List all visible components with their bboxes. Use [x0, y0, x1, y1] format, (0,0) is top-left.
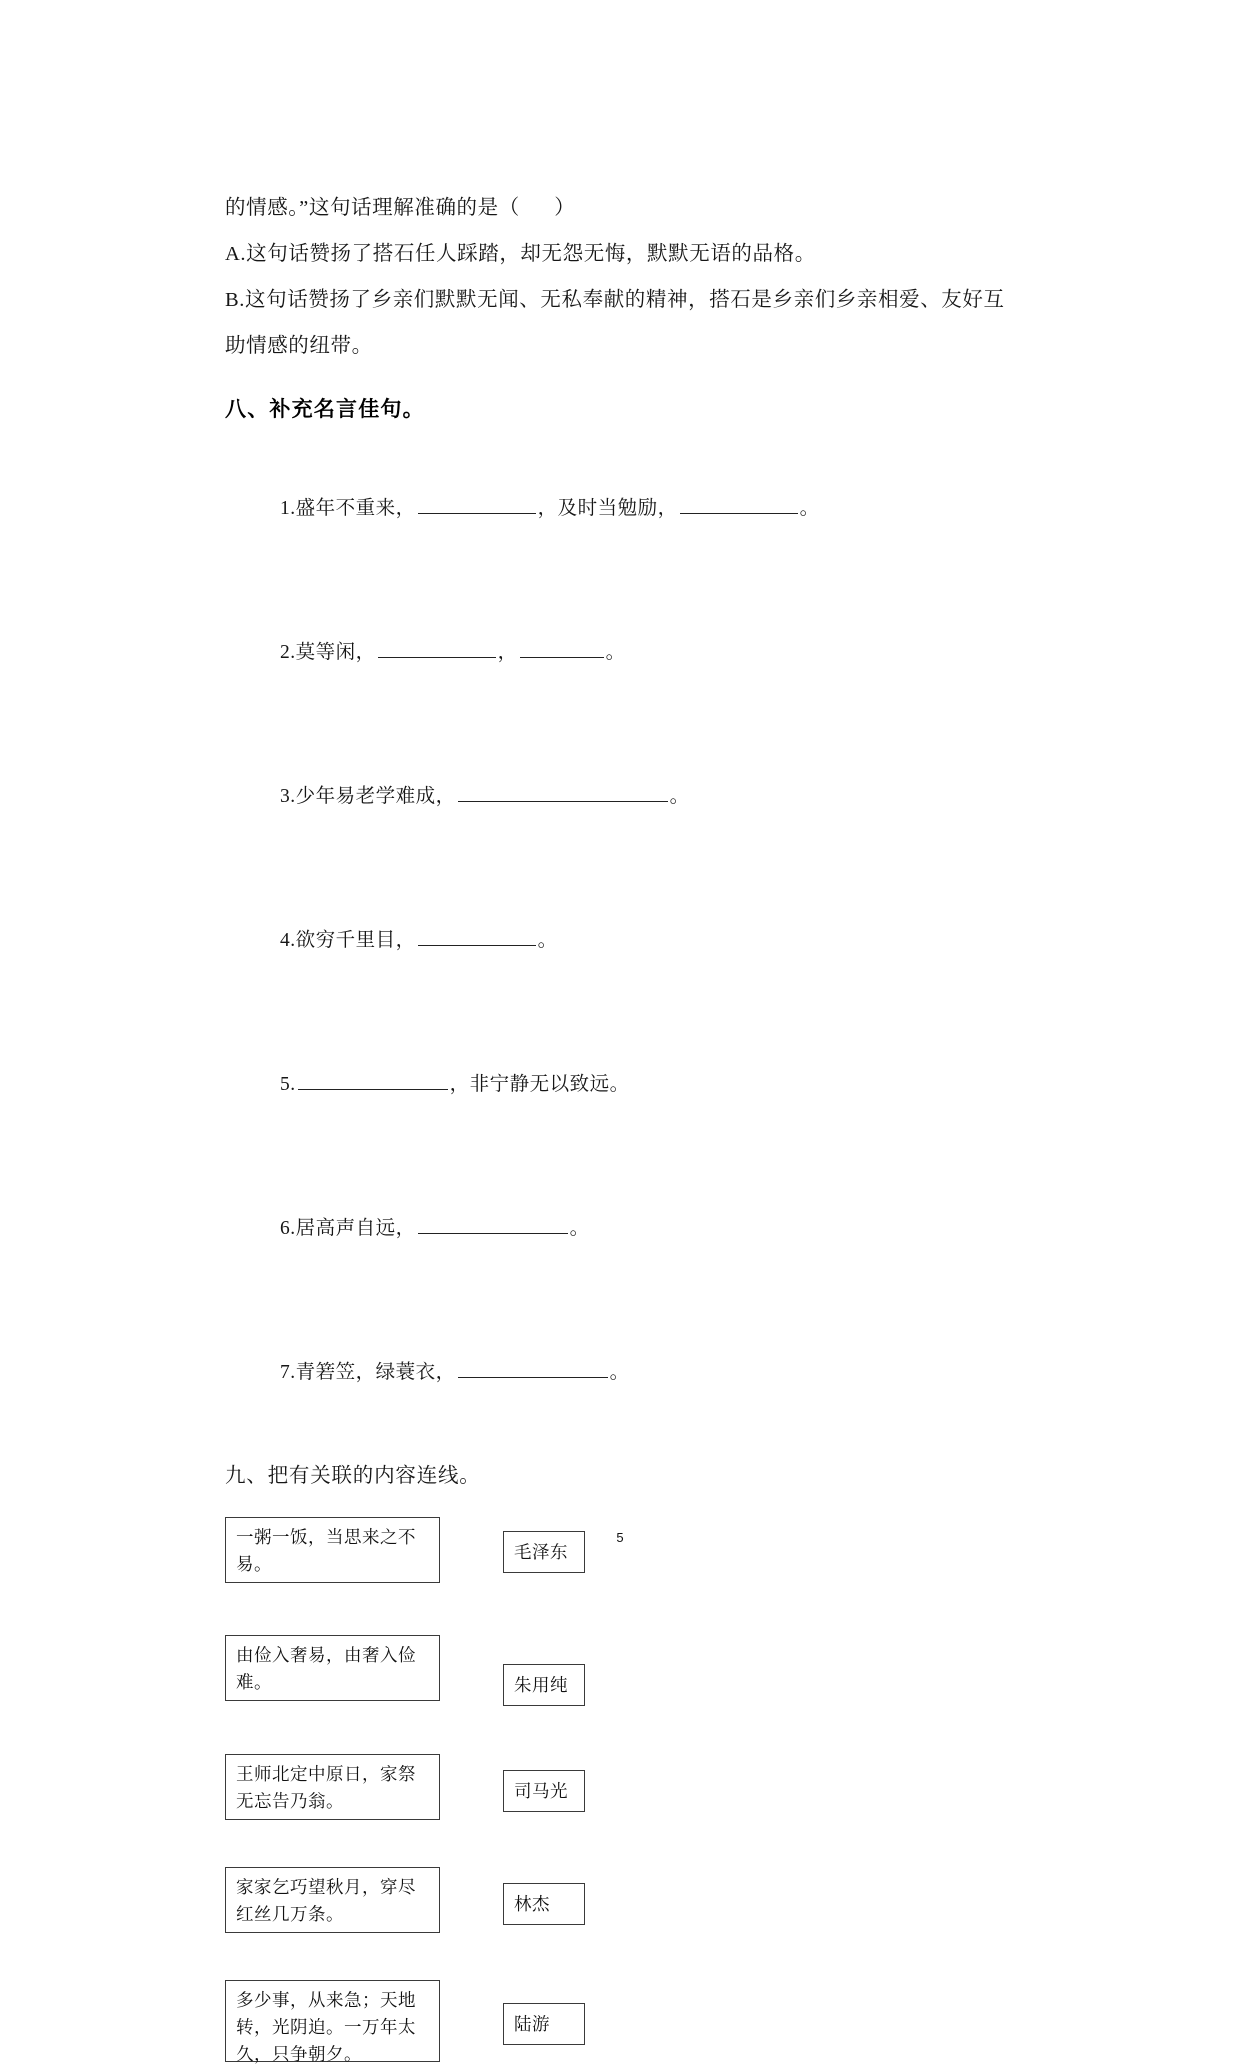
fill-blank-item-4 [225, 869, 1015, 1013]
section-eight-heading: 八、补充名言佳句。 [225, 397, 425, 421]
option-b-part1: B.这句话赞扬了乡亲们默默无闻、无私奉献的精神，搭石是乡亲们乡亲相爱、友好互 [225, 289, 1005, 311]
item-6-prefix: 6.居高声自远， [280, 1218, 416, 1239]
match-left-item-2[interactable]: 由俭入奢易，由奢入俭难。 [225, 1635, 440, 1701]
fill-blank-item-1 [225, 437, 1015, 581]
item-1-prefix: 1.盛年不重来， [280, 498, 416, 519]
answer-blank[interactable] [520, 637, 604, 658]
item-2-prefix: 2.莫等闲， [280, 642, 376, 663]
section-nine-heading: 九、把有关联的内容连线。 [225, 1465, 481, 1487]
answer-blank[interactable] [418, 925, 536, 946]
item-1-suffix: 。 [799, 498, 820, 519]
match-right-item-3[interactable]: 司马光 [503, 1770, 585, 1812]
answer-blank[interactable] [458, 1357, 608, 1378]
fill-blank-item-2 [225, 581, 1015, 725]
match-right-item-4[interactable]: 林杰 [503, 1883, 585, 1925]
item-2-suffix: 。 [605, 642, 626, 663]
page-number: 5 [616, 1530, 624, 1545]
match-right-item-2[interactable]: 朱用纯 [503, 1664, 585, 1706]
item-4-prefix: 4.欲穷千里目， [280, 930, 416, 951]
answer-blank[interactable] [298, 1069, 448, 1090]
fill-blank-item-7 [225, 1301, 1015, 1445]
answer-blank[interactable] [458, 781, 668, 802]
match-left-item-3[interactable]: 王师北定中原日，家祭无忘告乃翁。 [225, 1754, 440, 1820]
item-3-suffix: 。 [669, 786, 690, 807]
match-right-item-5[interactable]: 陆游 [503, 2003, 585, 2045]
section-eight-items [225, 437, 1015, 1445]
match-left-item-4[interactable]: 家家乞巧望秋月，穿尽红丝几万条。 [225, 1867, 440, 1933]
answer-blank[interactable] [680, 493, 798, 514]
match-left-item-5[interactable]: 多少事，从来急；天地转，光阴迫。一万年太久，只争朝夕。 [225, 1980, 440, 2062]
item-5-suffix: ，非宁静无以致远。 [449, 1074, 630, 1095]
item-2-mid: ， [497, 642, 518, 663]
item-6-suffix: 。 [569, 1218, 590, 1239]
item-1-mid: ，及时当勉励， [537, 498, 678, 519]
fill-blank-item-3 [225, 725, 1015, 869]
item-4-suffix: 。 [537, 930, 558, 951]
item-7-suffix: 。 [609, 1362, 630, 1383]
page-content [225, 185, 1015, 2064]
matching-exercise [225, 1517, 1015, 2064]
answer-blank[interactable] [418, 1213, 568, 1234]
item-5-prefix: 5. [280, 1074, 296, 1095]
item-3-prefix: 3.少年易老学难成， [280, 786, 456, 807]
match-right-item-1[interactable]: 毛泽东 [503, 1531, 585, 1573]
match-left-item-1[interactable]: 一粥一饭，当思来之不易。 [225, 1517, 440, 1583]
option-a: A.这句话赞扬了搭石任人踩踏，却无怨无悔，默默无语的品格。 [225, 243, 816, 265]
question-text-continuation: 的情感。”这句话理解准确的是（ ） [225, 197, 576, 219]
answer-blank[interactable] [378, 637, 496, 658]
fill-blank-item-6 [225, 1157, 1015, 1301]
answer-blank[interactable] [418, 493, 536, 514]
fill-blank-item-5 [225, 1013, 1015, 1157]
option-b-part2: 助情感的纽带。 [225, 335, 373, 357]
item-7-prefix: 7.青箬笠，绿蓑衣， [280, 1362, 456, 1383]
